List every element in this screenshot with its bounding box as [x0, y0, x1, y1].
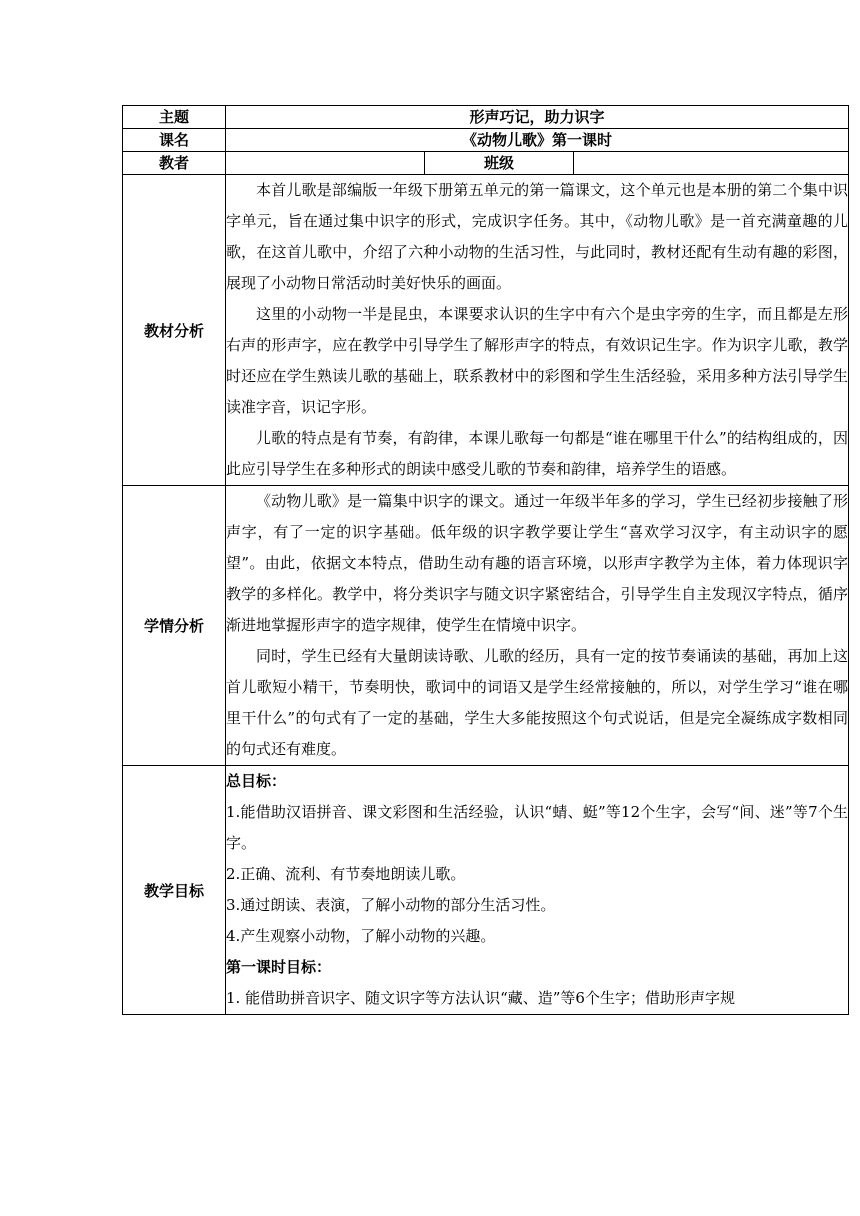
- material-analysis-content: [226, 175, 849, 486]
- student-paragraph: 同时，学生已经有大量朗读诗歌、儿歌的经历，具有一定的按节奏诵读的基础，再加上这首儿歌短小精干，节奏明快，歌词中的词语又是学生经常接触的，所以，对学生学习“谁在哪里干什么”的句式有了一定的基础，学生大多能按照这个句式说话，但是完全凝练成字数相同的句式还有难度。: [226, 647, 849, 758]
- theme-label: 主题: [123, 106, 226, 129]
- lesson-label: 课名: [123, 129, 226, 152]
- objectives-content: [226, 766, 849, 1015]
- objectives-label: 教学目标: [123, 766, 226, 1015]
- lesson-plan-table: [122, 105, 849, 1015]
- objective-item: 4.产生观察小动物，了解小动物的兴趣。: [226, 927, 496, 945]
- objective-item: 2.正确、流利、有节奏地朗读儿歌。: [226, 865, 466, 883]
- objective-item: 3.通过朗读、表演，了解小动物的部分生活习性。: [226, 896, 556, 914]
- class-label: 班级: [425, 152, 574, 175]
- material-paragraph: 这里的小动物一半是昆虫，本课要求认识的生字中有六个是虫字旁的生字，而且都是左形右声的形声字，应在教学中引导学生了解形声字的特点，有效识记生字。作为识字儿歌，教学时还应在学生熟读儿歌的基础上，联系教材中的彩图和学生生活经验，采用多种方法引导学生读准字音，识记字形。: [226, 305, 849, 416]
- objective-item: 1.能借助汉语拼音、课文彩图和生活经验，认识“蜻、蜓”等12个生字，会写“间、迷”等7个生字。: [226, 803, 849, 852]
- lesson1-objective-item: 1. 能借助拼音识字、随文识字等方法认识“藏、造”等6个生字；借助形声字规: [226, 989, 735, 1007]
- material-paragraph: 儿歌的特点是有节奏，有韵律，本课儿歌每一句都是“谁在哪里干什么”的结构组成的，因此应引导学生在多种形式的朗读中感受儿歌的节奏和韵律，培养学生的语感。: [226, 429, 849, 478]
- overall-objectives-heading: 总目标：: [226, 772, 287, 790]
- material-paragraph: 本首儿歌是部编版一年级下册第五单元的第一篇课文，这个单元也是本册的第二个集中识字单元，旨在通过集中识字的形式，完成识字任务。其中，《动物儿歌》是一首充满童趣的儿歌，在这首儿歌中，介绍了六种小动物的生活习性，与此同时，教材还配有生动有趣的彩图，展现了小动物日常活动时美好快乐的画面。: [226, 181, 849, 292]
- class-value: [574, 152, 849, 175]
- material-analysis-row: [123, 175, 849, 486]
- teacher-value: [226, 152, 425, 175]
- teacher-label: 教者: [123, 152, 226, 175]
- student-analysis-label: 学情分析: [123, 486, 226, 766]
- theme-value: 形声巧记，助力识字: [226, 106, 849, 129]
- student-analysis-row: [123, 486, 849, 766]
- material-analysis-label: 教材分析: [123, 175, 226, 486]
- student-analysis-content: [226, 486, 849, 766]
- student-paragraph: 《动物儿歌》是一篇集中识字的课文。通过一年级半年多的学习，学生已经初步接触了形声字，有了一定的识字基础。低年级的识字教学要让学生“喜欢学习汉字，有主动识字的愿望”。由此，依据文本特点，借助生动有趣的语言环境，以形声字教学为主体，着力体现识字教学的多样化。教学中，将分类识字与随文识字紧密结合，引导学生自主发现汉字特点，循序渐进地掌握形声字的造字规律，使学生在情境中识字。: [226, 492, 849, 634]
- lesson-value: 《动物儿歌》第一课时: [226, 129, 849, 152]
- lesson-row: [123, 129, 849, 152]
- theme-row: [123, 106, 849, 129]
- teacher-row: [123, 152, 849, 175]
- objectives-row: [123, 766, 849, 1015]
- lesson1-objectives-heading: 第一课时目标：: [226, 958, 332, 976]
